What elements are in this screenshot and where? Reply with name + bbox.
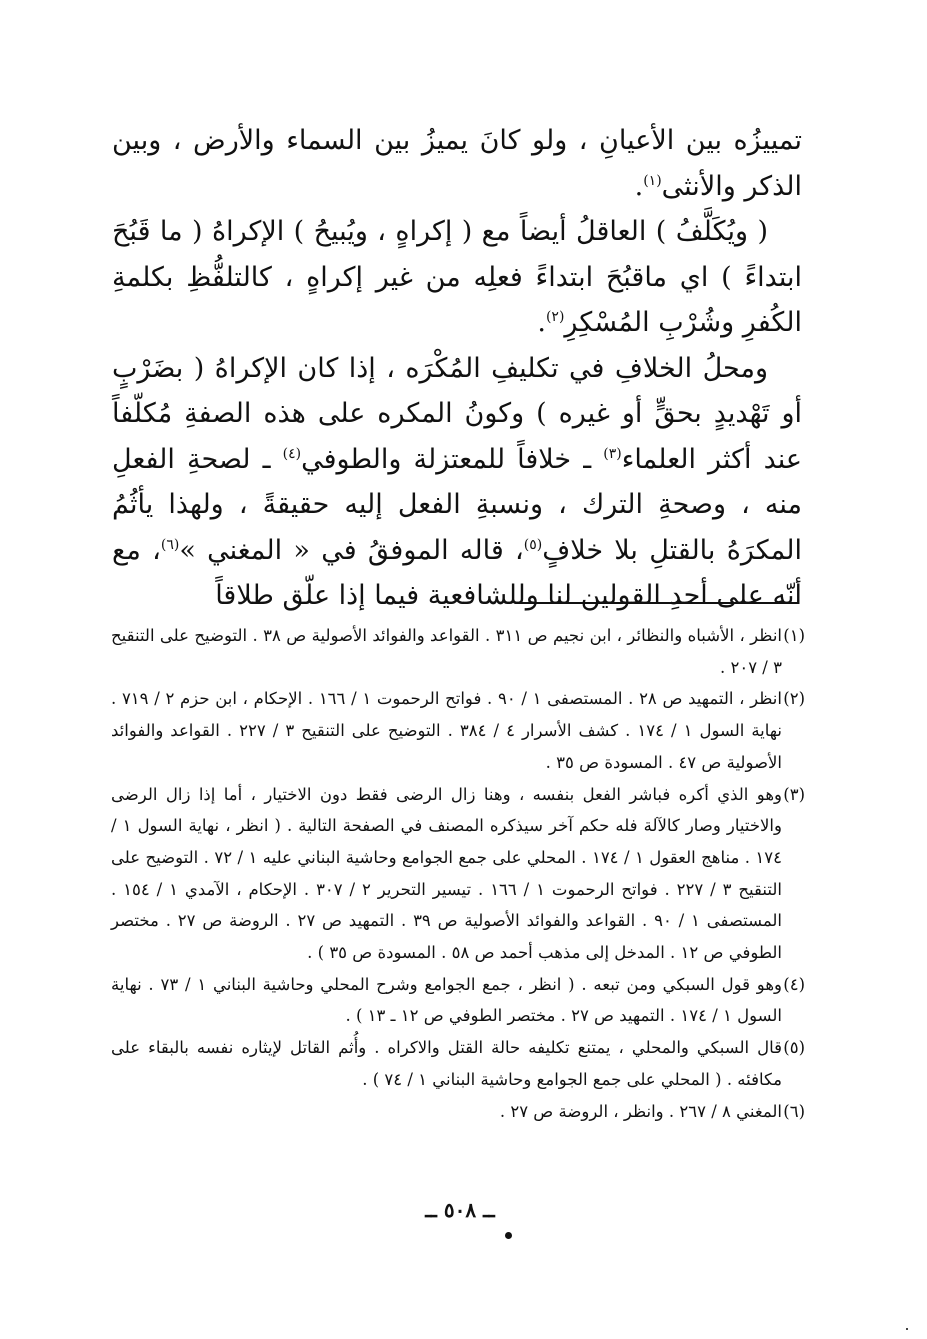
- scan-speck: [906, 1328, 908, 1330]
- footnote-text: انظر ، التمهيد ص ٢٨ . المستصفى ١ / ٩٠ . فواتح الرحموت ١ / ١٦٦ . الإحكام ، ابن حزم ٢ / ٧١٩ . نهاية السول ١ / ١٧٤ . كشف الأسرار ٤ / ٣٨٤ . التوضيح على التنقيح ٣ / ٢٢٧ . القواعد والفوائد الأصولية ص ٤٧ . المسودة ص ٣٥ .: [111, 689, 782, 772]
- footnote-ref-3: (٣): [603, 445, 622, 462]
- paragraph-3: [112, 346, 802, 619]
- footnote-number: (٤): [783, 974, 805, 994]
- footnote-text: وهو الذي أكره فباشر الفعل بنفسه ، وهنا زال الرضى فقط دون الاختيار ، أما إذا زال الرضى والاختيار وصار كالآلة فله حكم آخر سيذكره المصنف في الصفحة التالية . ( انظر ، نهاية السول ١ / ١٧٤ . مناهج العقول ١ / ١٧٤ . المحلي على جمع الجوامع وحاشية البناني عليه ١ / ٧٢ . التوضيح على التنقيح ٣ / ٢٢٧ . فواتح الرحموت ١ / ١٦٦ . تيسير التحرير ٢ / ٣٠٧ . الإحكام ، الآمدي ١ / ١٥٤ . المستصفى ١ / ٩٠ . القواعد والفوائد الأصولية ص ٣٩ . التمهيد ص ٢٧ . الروضة ص ٢٧ . مختصر الطوفي ص ١٢ . المدخل إلى مذهب أحمد ص ٥٨ . المسودة ص ٣٥ ) .: [111, 784, 783, 963]
- footnote-2: [111, 683, 805, 778]
- footnote-number: (١): [783, 626, 805, 645]
- scan-dot: [505, 1232, 512, 1239]
- page-number: ــ ٥٠٨ ــ: [425, 1198, 495, 1222]
- footnote-number: (٢): [783, 689, 805, 709]
- footnote-separator: [515, 602, 798, 604]
- footnote-ref-5: (٥): [523, 536, 543, 553]
- paragraph-3-part-d: ، قاله الموفقُ في « المغني »: [179, 534, 524, 566]
- footnote-3: [111, 779, 805, 969]
- paragraph-3-part-a: ومحلُ الخلافِ في تكليفِ المُكْرَه ، إذا كان الإكراهُ ( بضَرْبٍ أو تَهْديدٍ بحقٍّ أو غيره ) وكونُ المكره على هذه الصفةِ مُكلّفاً عند أكثر العلماء: [112, 352, 802, 475]
- footnote-ref-6: (٦): [160, 536, 180, 553]
- paragraph-2: [112, 209, 802, 346]
- footnote-ref-1: (١): [643, 172, 662, 189]
- footnote-4: [111, 969, 805, 1032]
- footnote-5: [111, 1032, 805, 1095]
- paragraph-3-part-c: ـ لصحةِ الفعلِ منه ، وصحةِ الترك ، ونسبةِ الفعل إليه حقيقةً ، ولهذا يأثُمُ المكرَهُ بالقتلِ بلا خلافٍ: [112, 443, 802, 566]
- footnote-number: (٦): [783, 1101, 805, 1121]
- footnotes: [111, 620, 805, 1127]
- footnote-ref-2: (٢): [545, 309, 565, 325]
- footnote-text: المغني ٨ / ٢٦٧ . وانظر ، الروضة ص ٢٧ .: [499, 1101, 782, 1121]
- paragraph-1-end: .: [634, 170, 644, 202]
- footnote-1: [111, 620, 805, 683]
- paragraph-2-text: ( ويُكَلَّفُ ) العاقلُ أيضاً مع ( إكراهٍ ، ويُبيحُ ) الإكراهُ ( ما قَبُحَ ابتداءً ) اي ماقبُحَ ابتداءً فعلِه من غير إكراهٍ ، كالتلفُّظِ بكلمةِ الكُفرِ وشُرْبِ المُسْكِرِ: [112, 216, 802, 338]
- footnote-number: (٣): [783, 784, 805, 804]
- footnote-text: وهو قول السبكي ومن تبعه . ( انظر ، جمع الجوامع وشرح المحلي وحاشية البناني ١ / ٧٣ . نهاية السول ١ / ١٧٤ . التمهيد ص ٢٧ . مختصر الطوفي ص ١٢ ـ ١٣ ) .: [111, 974, 782, 1026]
- footnote-text: انظر ، الأشباه والنظائر ، ابن نجيم ص ٣١١ . القواعد والفوائد الأصولية ص ٣٨ . التوضيح على التنقيح ٣ / ٢٠٧ .: [111, 626, 782, 677]
- paragraph-1: [112, 118, 802, 209]
- footnote-number: (٥): [783, 1038, 805, 1058]
- paragraph-2-end: .: [537, 307, 546, 338]
- main-text: [112, 118, 802, 619]
- paragraph-1-text: تمييزُه بين الأعيانِ ، ولو كانَ يميزُ بين السماء والأرض ، وبين الذكر والأنثى: [112, 125, 802, 202]
- footnote-ref-4: (٤): [282, 445, 302, 462]
- footnote-text: قال السبكي والمحلي ، يمتنع تكليفه حالة القتل والاكراه . وأُثم القاتل لإيثاره نفسه بالبقاء على مكافئه . ( المحلي على جمع الجوامع وحاشية البناني ١ / ٧٤ ) .: [111, 1038, 782, 1089]
- paragraph-3-part-b: ـ خلافاً للمعتزلة والطوفي: [301, 443, 604, 475]
- paragraph-3-part-e: ، مع أنّه على أحدِ القولين لنا وللشافعية فيما إذا علّق طلاقاً: [112, 534, 802, 611]
- footnote-6: [111, 1096, 805, 1128]
